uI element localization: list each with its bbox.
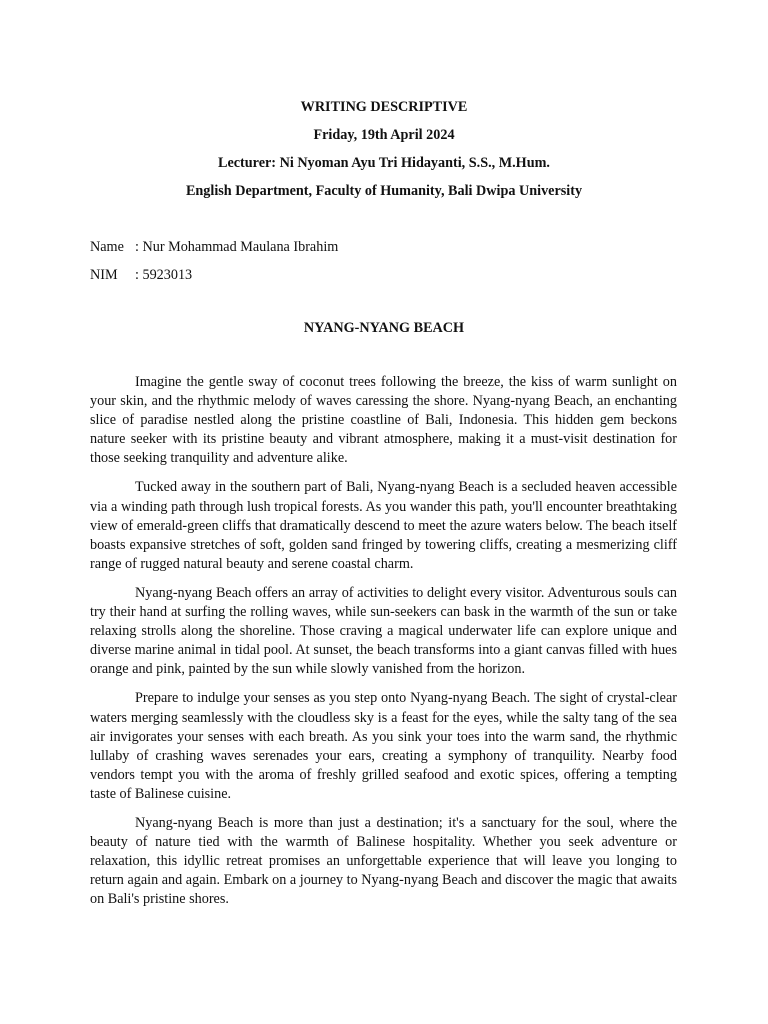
essay-body <box>90 373 677 919</box>
paragraph-2: Tucked away in the southern part of Bali, Nyang-nyang Beach is a secluded heaven accessible via a winding path through lush tropical forests. As you wander this path, you'll encounter breathtaking view of emerald-green cliffs that dramatically descend to meet the azure waters below. The beach itself boasts expansive stretches of soft, golden sand fringed by towering cliffs, creating a mesmerizing cliff range of rugged natural beauty and serene coastal charm. <box>90 479 677 572</box>
essay-title: NYANG-NYANG BEACH <box>303 320 465 336</box>
paragraph-1: Imagine the gentle sway of coconut trees following the breeze, the kiss of warm sunlight on your skin, and the rhythmic melody of waves caressing the shore. Nyang-nyang Beach, an enchanting slice of paradise nestled along the pristine coastline of Bali, Indonesia. This hidden gem beckons nature seeker with its pristine beauty and vibrant atmosphere, making it a must-visit destination for those seeking tranquility and adventure alike. <box>90 374 677 467</box>
nim-row <box>90 261 338 289</box>
paragraph-3: Nyang-nyang Beach offers an array of activities to delight every visitor. Adventurous souls can try their hand at surfing the rolling waves, while sun-seekers can bask in the warmth of the sun or take relaxing strolls along the shoreline. Those craving a magical underwater life can explore unique and diverse marine animal in tidal pool. At sunset, the beach transforms into a giant canvas filled with hues orange and pink, painted by the sun while slowly vanished from the horizon. <box>90 584 677 678</box>
assignment-type: WRITING DESCRIPTIVE <box>300 99 468 115</box>
lecturer-line: Lecturer: Ni Nyoman Ayu Tri Hidayanti, S.S., M.Hum. <box>218 155 550 171</box>
nim-label: NIM <box>90 267 118 283</box>
document-header <box>0 93 768 205</box>
department-line: English Department, Faculty of Humanity, Bali Dwipa University <box>185 183 583 199</box>
name-label: Name <box>90 239 124 255</box>
name-value: : Nur Mohammad Maulana Ibrahim <box>135 239 339 255</box>
paragraph-5: Nyang-nyang Beach is more than just a destination; it's a sanctuary for the soul, where the beauty of nature tied with the warmth of Balinese hospitality. Whether you seek adventure or relaxation, this idyllic retreat promises an unforgettable experience that will leave you longing to return again and again. Embark on a journey to Nyang-nyang Beach and discover the magic that awaits on Bali's pristine shores. <box>90 814 677 908</box>
assignment-date: Friday, 19th April 2024 <box>313 127 455 143</box>
name-row <box>90 233 338 261</box>
nim-value: : 5923013 <box>135 267 193 283</box>
paragraph-4: Prepare to indulge your senses as you step onto Nyang-nyang Beach. The sight of crystal-clear waters merging seamlessly with the cloudless sky is a feast for the eyes, while the salty tang of the sea air invigorates your senses with each breath. As you sink your toes into the warm sand, the rhythmic lullaby of crashing waves serenades your ears, creating a symphony of tranquility. Nearby food vendors tempt you with the aroma of freshly grilled seafood and exotic spices, offering a tempting taste of Balinese cuisine. <box>90 690 677 802</box>
student-info <box>90 233 338 289</box>
